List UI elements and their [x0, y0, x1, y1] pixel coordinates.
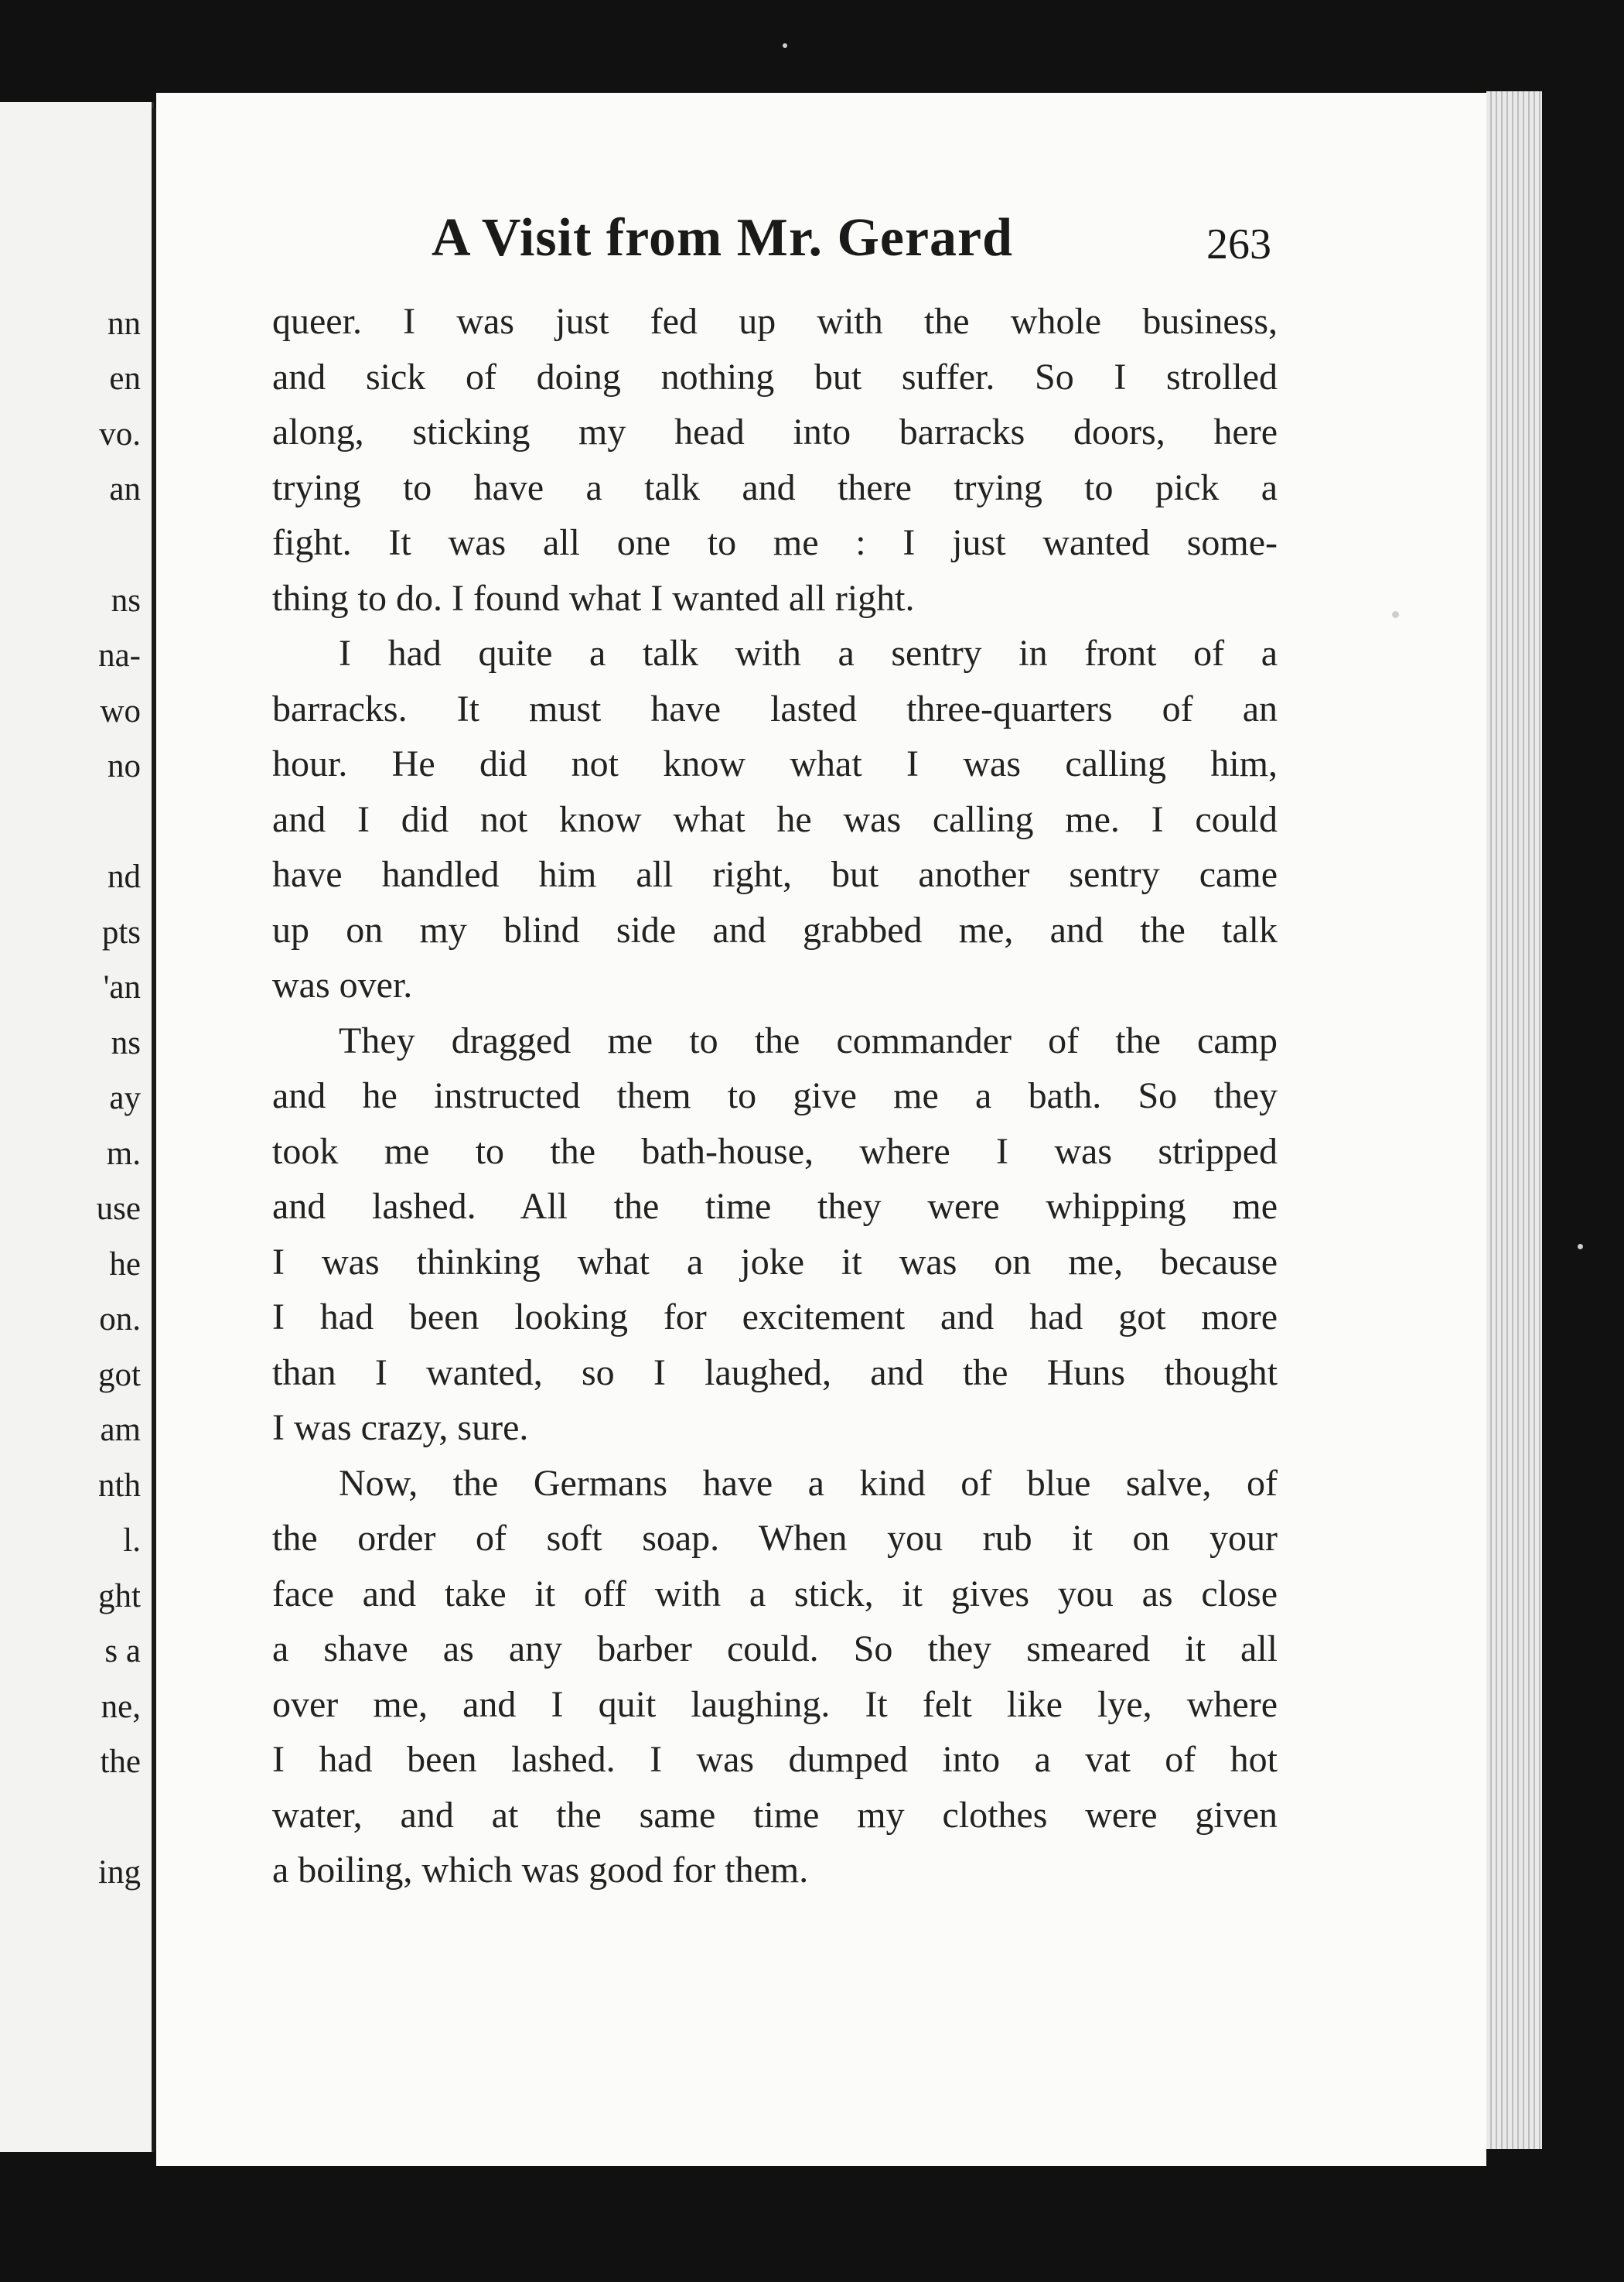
text-line: thing to do. I found what I wanted all right. [272, 577, 915, 619]
text-line: took me to the bath-house, where I was stripped [272, 1130, 1278, 1172]
text-line: have handled him all right, but another sentry came [272, 854, 1278, 895]
facing-page-fragment: l. [123, 1522, 141, 1559]
facing-page-fragment: ght [98, 1578, 141, 1614]
text-line: I had been looking for excitement and had got more [272, 1296, 1278, 1337]
facing-page-fragment: ay [109, 1080, 141, 1116]
facing-page-fragment: ns [111, 1025, 141, 1061]
facing-page-fragment: s a [104, 1633, 141, 1669]
text-line: I had been lashed. I was dumped into a vat of hot [272, 1739, 1278, 1780]
text-line: and he instructed them to give me a bath. So they [272, 1075, 1278, 1116]
text-line: was over. [272, 965, 413, 1006]
facing-page-fragment: wo [100, 693, 141, 729]
text-line: a shave as any barber could. So they smeared it all [272, 1628, 1278, 1669]
text-line: trying to have a talk and there trying to pick a [272, 466, 1278, 508]
text-line: the order of soft soap. When you rub it on your [272, 1518, 1278, 1559]
text-line: face and take it off with a stick, it gives you as close [272, 1573, 1278, 1614]
facing-page [0, 102, 154, 2152]
text-line: and I did not know what he was calling me. I could [272, 798, 1278, 840]
text-line: I was crazy, sure. [272, 1407, 529, 1448]
facing-page-fragment: na- [98, 637, 141, 674]
text-line: water, and at the same time my clothes were given [272, 1794, 1278, 1836]
page-number: 263 [1206, 220, 1271, 268]
facing-page-fragment: pts [101, 914, 141, 951]
facing-page-fragment: 'an [103, 969, 141, 1006]
text-line: and sick of doing nothing but suffer. So I strolled [272, 356, 1278, 398]
running-title: A Visit from Mr. Gerard [432, 208, 1014, 268]
dust-speck [1392, 611, 1399, 618]
text-line: a boiling, which was good for them. [272, 1850, 809, 1891]
facing-page-fragment: ne, [101, 1689, 141, 1725]
facing-page-fragment: on. [99, 1301, 141, 1337]
facing-page-fragment: en [109, 360, 141, 397]
facing-page-fragment: nn [107, 306, 141, 342]
text-line: hour. He did not know what I was calling him, [272, 743, 1278, 784]
facing-page-fragment: he [109, 1246, 141, 1283]
text-line: than I wanted, so I laughed, and the Huns thought [272, 1351, 1278, 1393]
facing-page-fragment: am [100, 1412, 141, 1448]
text-line: over me, and I quit laughing. It felt like lye, where [272, 1683, 1278, 1725]
text-line: queer. I was just fed up with the whole business, [272, 301, 1278, 342]
facing-page-fragment: ing [98, 1854, 141, 1891]
text-line: fight. It was all one to me : I just wanted some- [272, 522, 1278, 563]
facing-page-fragment: m. [106, 1136, 141, 1172]
text-line: along, sticking my head into barracks doors, here [272, 412, 1278, 453]
facing-page-fragment: nd [107, 859, 141, 895]
text-line: They dragged me to the commander of the camp [339, 1020, 1278, 1061]
text-line: I was thinking what a joke it was on me, because [272, 1241, 1278, 1283]
facing-page-fragment: an [109, 471, 141, 507]
dust-speck [1578, 1244, 1583, 1249]
facing-page-fragment: ns [111, 582, 141, 619]
facing-page-fragment: no [107, 748, 141, 784]
text-line: and lashed. All the time they were whipping me [272, 1186, 1278, 1227]
body-text [272, 294, 1278, 1898]
dust-speck [783, 43, 787, 48]
text-line: I had quite a talk with a sentry in front of a [339, 633, 1278, 674]
facing-page-fragment: vo. [99, 416, 141, 453]
facing-page-fragment: nth [98, 1467, 141, 1504]
facing-page-fragment: use [96, 1191, 141, 1227]
facing-page-fragment: the [100, 1744, 141, 1780]
text-line: Now, the Germans have a kind of blue salve, of [339, 1462, 1278, 1504]
text-line: up on my blind side and grabbed me, and the talk [272, 909, 1278, 951]
facing-page-fragment: got [98, 1357, 141, 1393]
page-edges [1486, 91, 1542, 2149]
text-line: barracks. It must have lasted three-quarters of an [272, 688, 1278, 729]
